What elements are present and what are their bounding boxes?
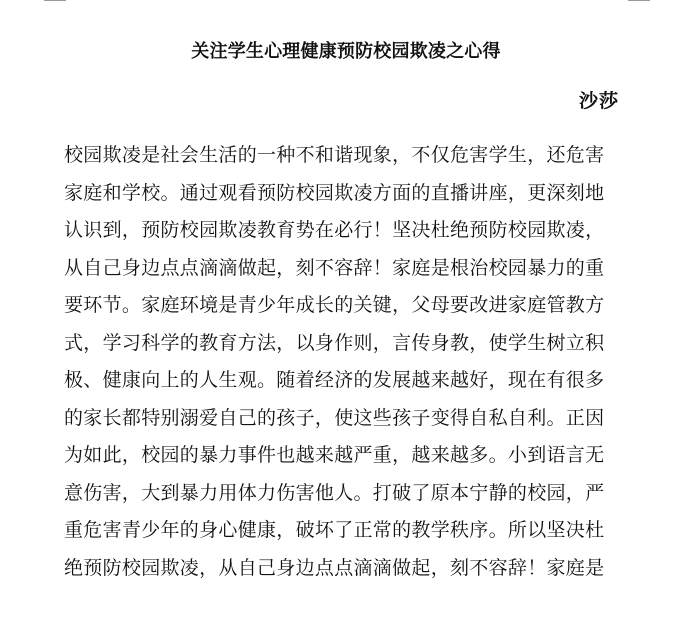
body-line: 极、健康向上的人生观。随着经济的发展越来越好，现在有很多 [64, 369, 605, 391]
body-line: 认识到，预防校园欺凌教育势在必行！坚决杜绝预防校园欺凌， [64, 219, 605, 241]
body-paragraph [64, 137, 624, 587]
body-line: 意伤害，大到暴力用体力伤害他人。打破了原本宁静的校园，严 [64, 481, 605, 504]
page-corner-mark-left [44, 0, 66, 1]
document-title: 关注学生心理健康预防校园欺凌之心得 [191, 41, 501, 62]
body-line: 重危害青少年的身心健康，破坏了正常的教学秩序。所以坚决杜 [64, 519, 605, 541]
author-name: 沙莎 [578, 90, 619, 112]
page-corner-mark-right [628, 0, 650, 1]
body-line: 的家长都特别溺爱自己的孩子，使这些孩子变得自私自利。正因 [64, 406, 605, 429]
body-line: 从自己身边点点滴滴做起，刻不容辞！家庭是根治校园暴力的重 [64, 256, 605, 279]
body-line: 为如此，校园的暴力事件也越来越严重，越来越多。小到语言无 [64, 444, 605, 466]
body-line: 家庭和学校。通过观看预防校园欺凌方面的直播讲座，更深刻地 [64, 181, 605, 204]
body-line: 式，学习科学的教育方法，以身作则，言传身教，使学生树立积 [64, 331, 605, 354]
body-line: 要环节。家庭环境是青少年成长的关键，父母要改进家庭管教方 [64, 294, 605, 316]
body-line: 绝预防校园欺凌，从自己身边点点滴滴做起，刻不容辞！家庭是 [64, 556, 605, 579]
body-line: 校园欺凌是社会生活的一种不和谐现象，不仅危害学生，还危害 [64, 144, 605, 166]
